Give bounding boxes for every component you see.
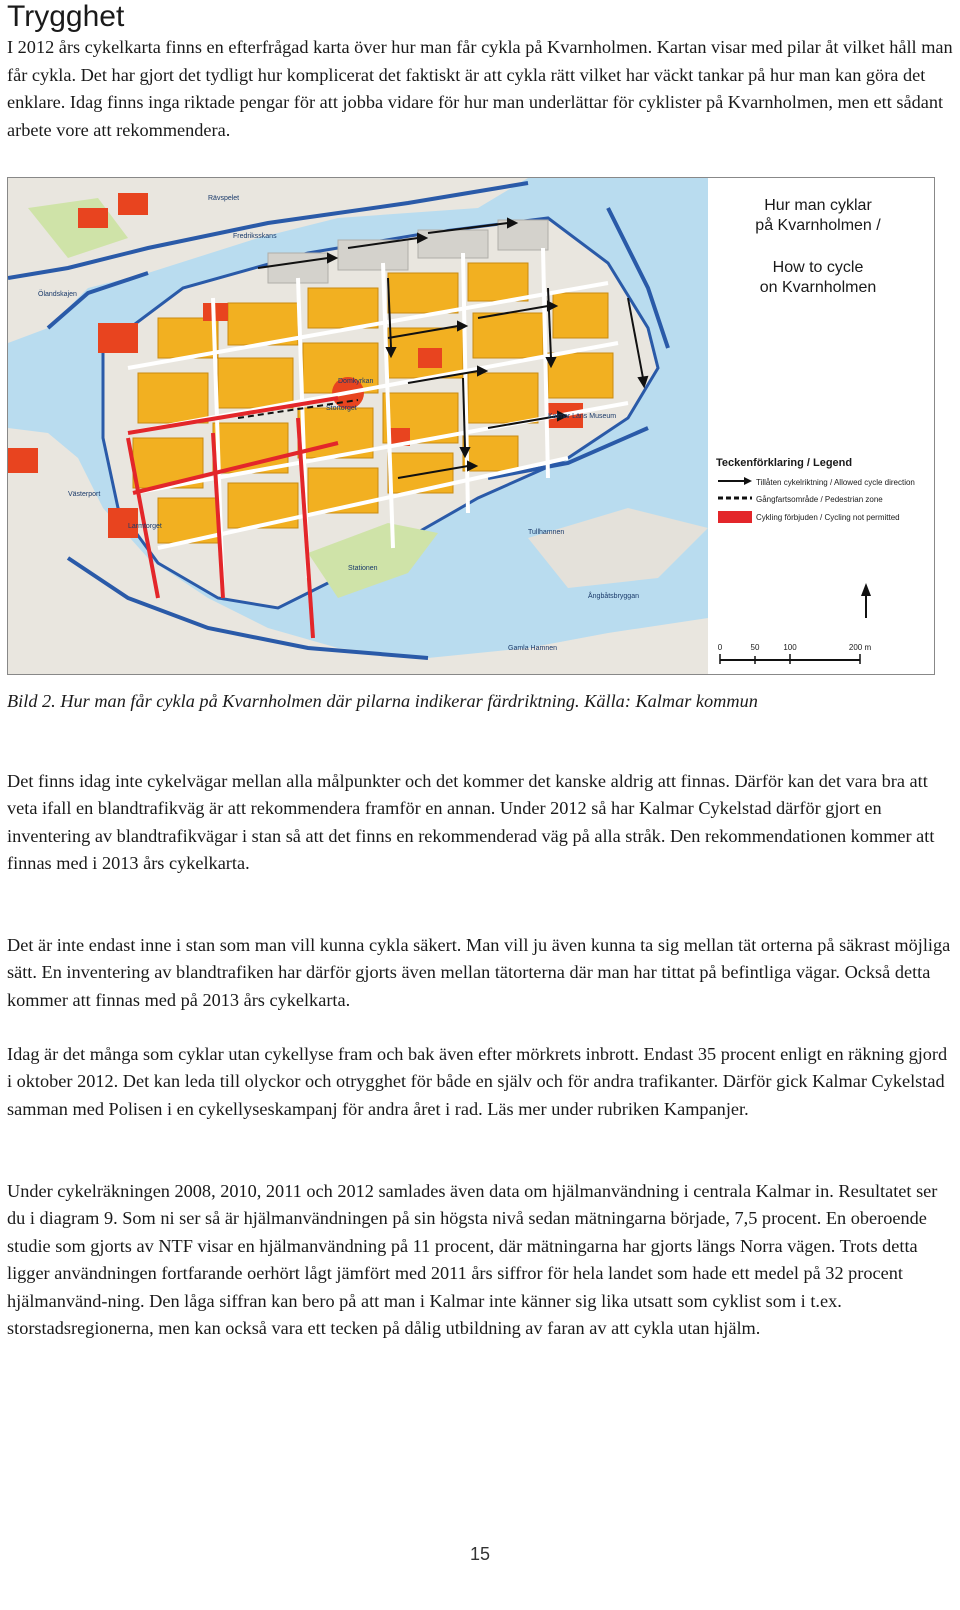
place-label: Stationen <box>348 565 378 572</box>
map-title-sv-1: Hur man cyklar <box>764 197 872 214</box>
scale-label-200: 200 m <box>848 643 872 652</box>
legend-label-no-cycle: Cykling förbjuden / Cycling not permitted <box>756 513 900 522</box>
figure-caption: Bild 2. Hur man får cykla på Kvarnholmen där pilarna indikerar färdriktning. Källa: Kalmar kommun <box>7 691 758 711</box>
map-title-sv-2: på Kvarnholmen / <box>755 217 881 234</box>
section-title: Trygghet <box>7 0 125 33</box>
legend-title: Teckenförklaring / Legend <box>716 457 853 469</box>
scale-label-100: 100 <box>783 643 797 652</box>
place-label: Ångbåtsbryggan <box>588 593 639 600</box>
place-label: Domkyrkan <box>338 378 374 385</box>
legend-panel <box>708 178 934 674</box>
map-title-en-1: How to cycle <box>772 259 864 276</box>
place-label: Ölandskajen <box>38 291 77 298</box>
map-title-en-2: on Kvarnholmen <box>759 279 877 296</box>
legend-label-allowed: Tillåten cykelriktning / Allowed cycle direction <box>756 478 915 487</box>
place-label: Stortorget <box>326 405 357 412</box>
paragraph-4: Under cykelräkningen 2008, 2010, 2011 och 2012 samlades även data om hjälmanvändning i centrala Kalmar in. Resultatet ser du i diagram 9. Som ni ser så är hjälmanvändningen på sin högsta nivå sedan mätningarna började, 7,5 procent. En oberoende studie som gjorts av NTF visar en hjälmanvändning på 11 procent, där mätningarna har gjorts längs Norra vägen. Trots detta ligger användningen fortfarande oerhört lågt jämfört med 2011 års siffror för hela landet som hade ett medel på 32 procent hjälmanvänd-ning. Den låga siffran kan bero på att man i Kalmar inte känner sig lika utsatt som cyklist som i t.ex. storstadsregionerna, men kan också vara ett tecken på dålig utbildning av faran av att cykla utan hjälm. <box>7 1181 938 1339</box>
place-label: Västerport <box>68 491 101 498</box>
paragraph-1: Det finns idag inte cykelvägar mellan alla målpunkter och det kommer det kanske aldrig att finnas. Därför kan det vara bra att veta ifall en blandtrafikväg är att rekommendera framför en annan. Under 2012 så har Kalmar Cykelstad därför gjort en inventering av blandtrafikvägar i stan så att det finns en rekommenderad väg på alla stråk. Den rekommendationen kommer att finnas med i 2013 års cykelkarta. <box>7 771 935 874</box>
scale-label-0: 0 <box>717 643 723 652</box>
place-label: Kalmar Läns Museum <box>548 413 617 420</box>
page-number: 15 <box>469 1544 491 1564</box>
intro-paragraph: I 2012 års cykelkarta finns en efterfrågad karta över hur man får cykla på Kvarnholmen. Kartan visar med pilar åt vilket håll man får cykla. Det har gjort det tydligt hur komplicerat det faktiskt är att cykla rätt vilket har väckt tankar på hur man kan göra det enklare. Idag finns inga riktade pengar för att jobba vidare för hur man underlättar för cyklister på Kvarnholmen, men ett sådant arbete vore att rekommendera. <box>7 37 953 140</box>
cycle-map <box>7 177 935 675</box>
place-label: Gamla Hamnen <box>508 645 558 652</box>
map-graphic <box>8 178 934 674</box>
place-label: Fredriksskans <box>233 233 277 240</box>
scale-label-50: 50 <box>750 643 760 652</box>
place-label: Larmtorget <box>128 523 162 530</box>
paragraph-3: Idag är det många som cyklar utan cykellyse fram och bak även efter mörkrets inbrott. Endast 35 procent enligt en räkning gjord i oktober 2012. Det kan leda till olyckor och otrygghet för både en själv och för andra trafikanter. Därför gick Kalmar Cykelstad samman med Polisen i en cykellyseskampanj för andra året i rad. Läs mer under rubriken Kampanjer. <box>7 1044 948 1119</box>
legend-label-pedestrian: Gångfartsområde / Pedestrian zone <box>756 495 883 504</box>
place-label: Rävspelet <box>208 195 240 202</box>
paragraph-2: Det är inte endast inne i stan som man vill kunna cykla säkert. Man vill ju även kunna ta sig mellan tät orterna på säkrast möjliga sätt. En inventering av blandtrafiken har därför gjorts även mellan tätorterna där man har tittat på befintliga vägar. Också detta kommer att finnas med på 2013 års cykelkarta. <box>7 935 951 1010</box>
legend-item-no-cycle <box>718 511 900 523</box>
place-label: Tullhamnen <box>528 529 565 536</box>
